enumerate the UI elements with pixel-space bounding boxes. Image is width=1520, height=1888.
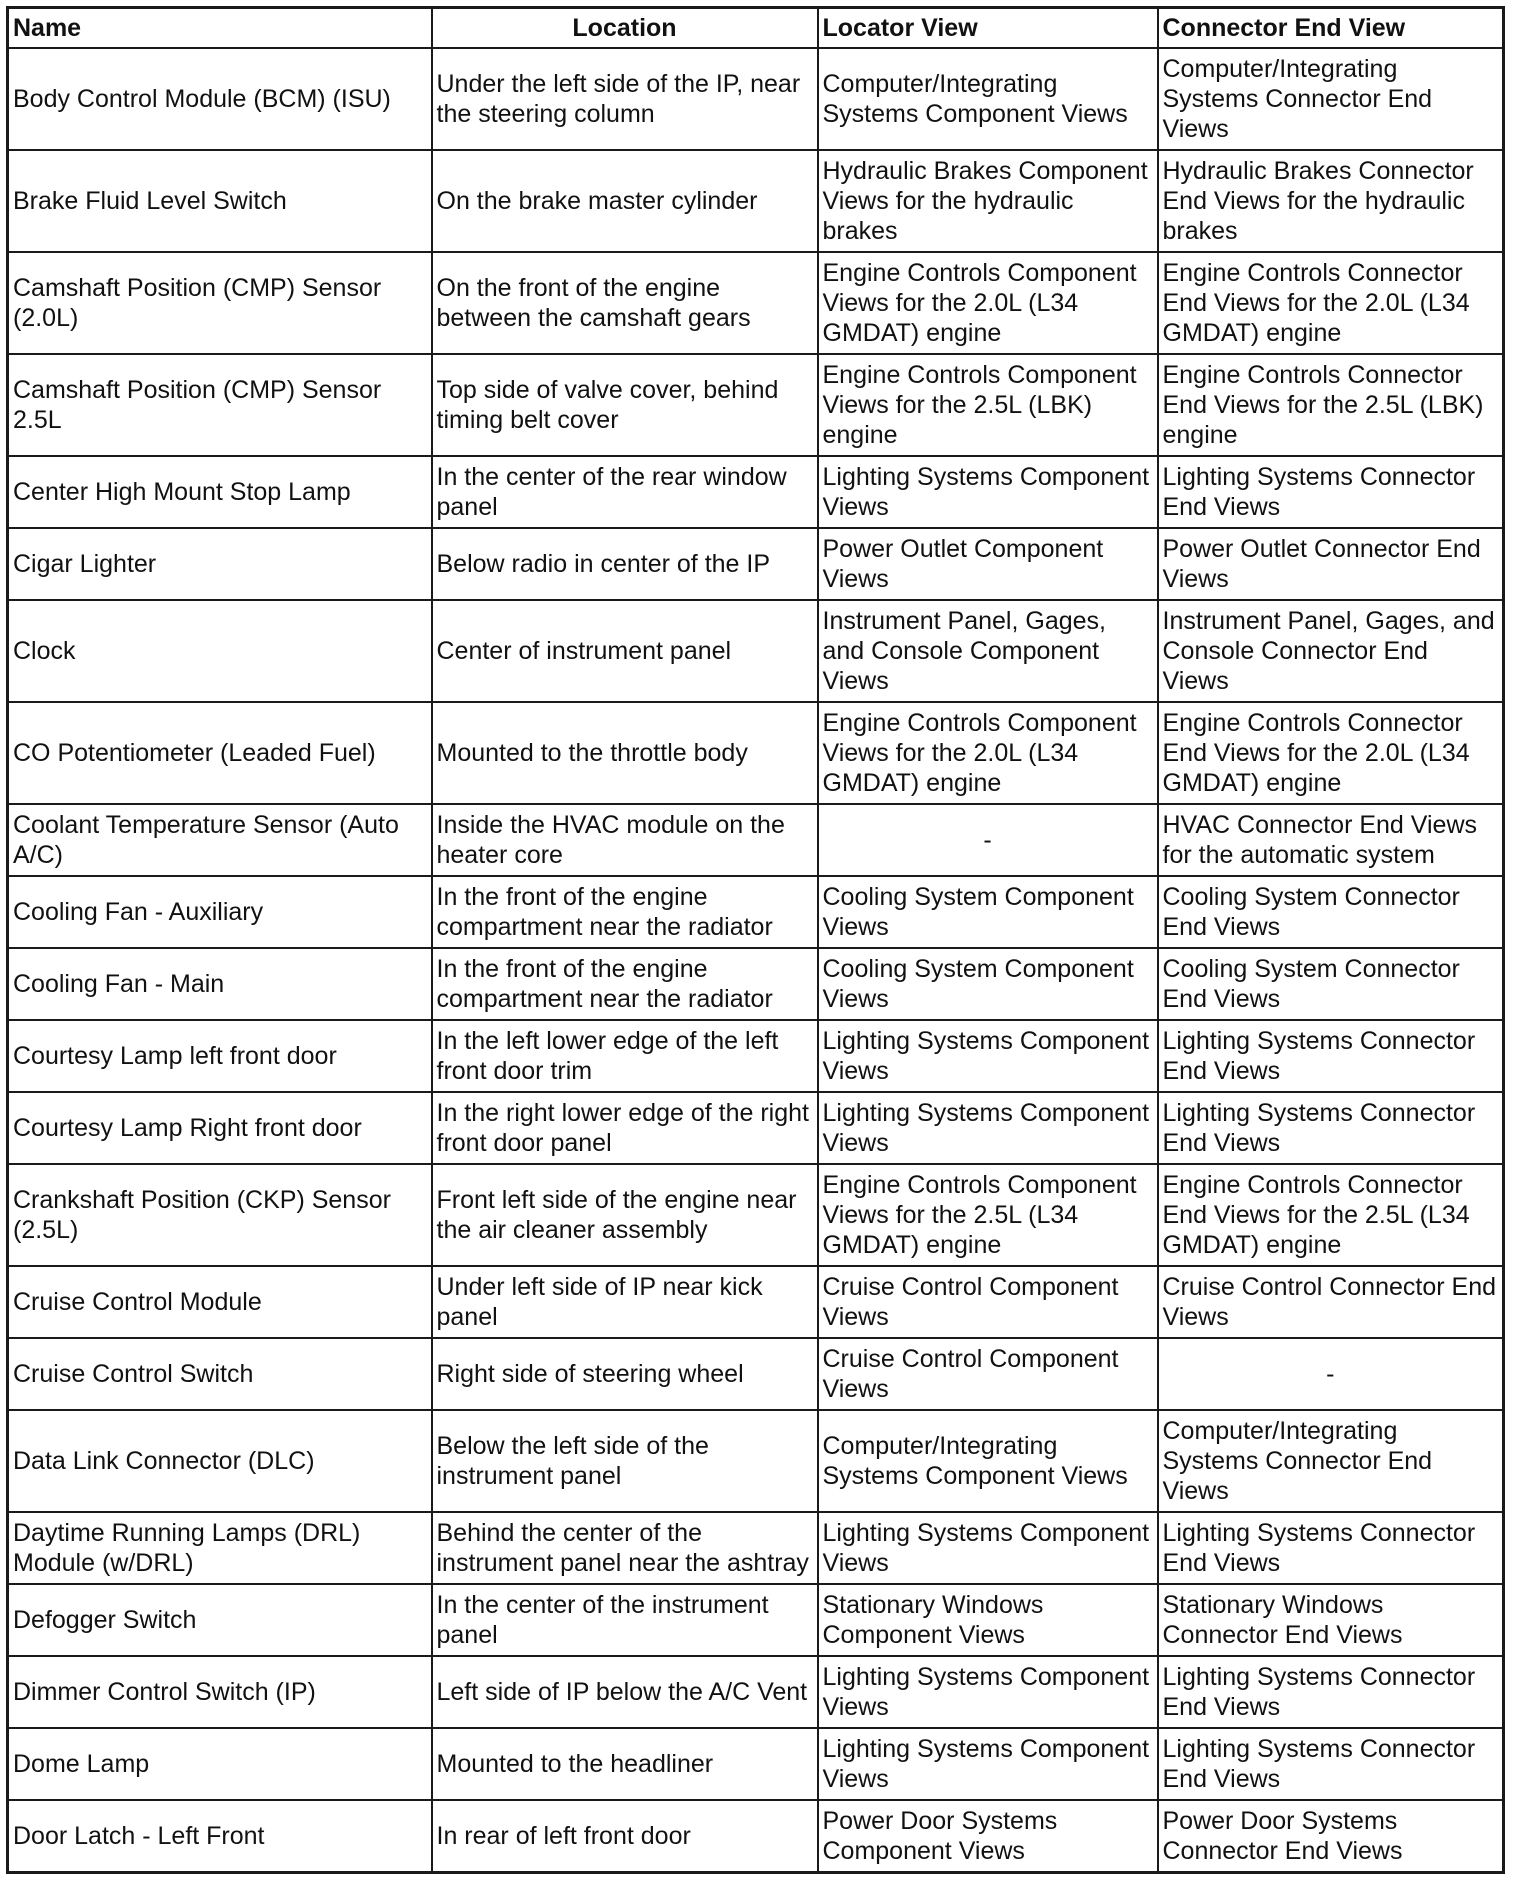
cell-locator-view: Lighting Systems Component Views	[818, 1092, 1158, 1164]
component-locator-table-container	[6, 6, 1502, 1874]
cell-locator-view: Power Outlet Component Views	[818, 528, 1158, 600]
cell-location: On the front of the engine between the camshaft gears	[432, 252, 818, 354]
cell-location: Left side of IP below the A/C Vent	[432, 1656, 818, 1728]
header-locator-view: Locator View	[818, 8, 1158, 49]
cell-connector-end-view: -	[1158, 1338, 1504, 1410]
cell-name: Daytime Running Lamps (DRL) Module (w/DRL)	[8, 1512, 432, 1584]
cell-name: Body Control Module (BCM) (ISU)	[8, 48, 432, 150]
cell-name: Cooling Fan - Main	[8, 948, 432, 1020]
table-row	[8, 1266, 1504, 1338]
cell-connector-end-view: Cooling System Connector End Views	[1158, 876, 1504, 948]
table-row	[8, 1092, 1504, 1164]
cell-name: Courtesy Lamp left front door	[8, 1020, 432, 1092]
cell-locator-view: Engine Controls Component Views for the 2.0L (L34 GMDAT) engine	[818, 702, 1158, 804]
cell-connector-end-view: Lighting Systems Connector End Views	[1158, 1020, 1504, 1092]
cell-name: Center High Mount Stop Lamp	[8, 456, 432, 528]
cell-locator-view: Engine Controls Component Views for the 2.5L (LBK) engine	[818, 354, 1158, 456]
table-row	[8, 948, 1504, 1020]
cell-connector-end-view: Power Door Systems Connector End Views	[1158, 1800, 1504, 1872]
cell-locator-view: Power Door Systems Component Views	[818, 1800, 1158, 1872]
cell-location: Below the left side of the instrument panel	[432, 1410, 818, 1512]
cell-locator-view: Cruise Control Component Views	[818, 1266, 1158, 1338]
table-row	[8, 876, 1504, 948]
table-row	[8, 1020, 1504, 1092]
table-row	[8, 1584, 1504, 1656]
cell-name: Defogger Switch	[8, 1584, 432, 1656]
cell-connector-end-view: Lighting Systems Connector End Views	[1158, 1656, 1504, 1728]
cell-connector-end-view: Instrument Panel, Gages, and Console Connector End Views	[1158, 600, 1504, 702]
table-row	[8, 1512, 1504, 1584]
cell-connector-end-view: Lighting Systems Connector End Views	[1158, 456, 1504, 528]
cell-location: Under the left side of the IP, near the steering column	[432, 48, 818, 150]
cell-locator-view: Engine Controls Component Views for the 2.5L (L34 GMDAT) engine	[818, 1164, 1158, 1266]
cell-name: Camshaft Position (CMP) Sensor 2.5L	[8, 354, 432, 456]
table-row	[8, 150, 1504, 252]
cell-location: Mounted to the throttle body	[432, 702, 818, 804]
table-row	[8, 354, 1504, 456]
cell-location: In the center of the instrument panel	[432, 1584, 818, 1656]
cell-connector-end-view: Cooling System Connector End Views	[1158, 948, 1504, 1020]
cell-locator-view: Lighting Systems Component Views	[818, 1020, 1158, 1092]
cell-location: In the right lower edge of the right front door panel	[432, 1092, 818, 1164]
cell-name: Dimmer Control Switch (IP)	[8, 1656, 432, 1728]
cell-name: Cigar Lighter	[8, 528, 432, 600]
table-row	[8, 1728, 1504, 1800]
cell-location: Right side of steering wheel	[432, 1338, 818, 1410]
cell-locator-view: Lighting Systems Component Views	[818, 1512, 1158, 1584]
table-row	[8, 1164, 1504, 1266]
cell-location: In the front of the engine compartment near the radiator	[432, 948, 818, 1020]
cell-name: Brake Fluid Level Switch	[8, 150, 432, 252]
cell-locator-view: Cooling System Component Views	[818, 876, 1158, 948]
header-connector-end-view: Connector End View	[1158, 8, 1504, 49]
cell-connector-end-view: Engine Controls Connector End Views for the 2.5L (LBK) engine	[1158, 354, 1504, 456]
cell-name: Cooling Fan - Auxiliary	[8, 876, 432, 948]
table-row	[8, 48, 1504, 150]
cell-location: Top side of valve cover, behind timing belt cover	[432, 354, 818, 456]
cell-locator-view: Engine Controls Component Views for the 2.0L (L34 GMDAT) engine	[818, 252, 1158, 354]
cell-location: Below radio in center of the IP	[432, 528, 818, 600]
table-row	[8, 1656, 1504, 1728]
table-row	[8, 252, 1504, 354]
cell-location: Center of instrument panel	[432, 600, 818, 702]
cell-locator-view: Cooling System Component Views	[818, 948, 1158, 1020]
cell-locator-view: Instrument Panel, Gages, and Console Component Views	[818, 600, 1158, 702]
cell-name: Door Latch - Left Front	[8, 1800, 432, 1872]
table-row	[8, 702, 1504, 804]
cell-location: In the center of the rear window panel	[432, 456, 818, 528]
cell-location: Inside the HVAC module on the heater core	[432, 804, 818, 876]
cell-connector-end-view: Engine Controls Connector End Views for the 2.0L (L34 GMDAT) engine	[1158, 252, 1504, 354]
cell-connector-end-view: Lighting Systems Connector End Views	[1158, 1092, 1504, 1164]
cell-locator-view: Computer/Integrating Systems Component Views	[818, 48, 1158, 150]
table-row	[8, 456, 1504, 528]
cell-connector-end-view: Hydraulic Brakes Connector End Views for the hydraulic brakes	[1158, 150, 1504, 252]
table-row	[8, 804, 1504, 876]
cell-name: Camshaft Position (CMP) Sensor (2.0L)	[8, 252, 432, 354]
table-row	[8, 528, 1504, 600]
cell-locator-view: Stationary Windows Component Views	[818, 1584, 1158, 1656]
cell-connector-end-view: HVAC Connector End Views for the automatic system	[1158, 804, 1504, 876]
cell-name: Coolant Temperature Sensor (Auto A/C)	[8, 804, 432, 876]
header-location: Location	[432, 8, 818, 49]
cell-connector-end-view: Lighting Systems Connector End Views	[1158, 1728, 1504, 1800]
cell-locator-view: Lighting Systems Component Views	[818, 456, 1158, 528]
component-locator-table	[6, 6, 1505, 1874]
cell-location: Behind the center of the instrument panel near the ashtray	[432, 1512, 818, 1584]
table-row	[8, 1410, 1504, 1512]
cell-locator-view: Computer/Integrating Systems Component Views	[818, 1410, 1158, 1512]
cell-location: On the brake master cylinder	[432, 150, 818, 252]
cell-name: Crankshaft Position (CKP) Sensor (2.5L)	[8, 1164, 432, 1266]
cell-location: In the front of the engine compartment near the radiator	[432, 876, 818, 948]
cell-location: In the left lower edge of the left front door trim	[432, 1020, 818, 1092]
cell-name: Dome Lamp	[8, 1728, 432, 1800]
cell-connector-end-view: Power Outlet Connector End Views	[1158, 528, 1504, 600]
cell-connector-end-view: Engine Controls Connector End Views for the 2.5L (L34 GMDAT) engine	[1158, 1164, 1504, 1266]
cell-location: Under left side of IP near kick panel	[432, 1266, 818, 1338]
cell-locator-view: Cruise Control Component Views	[818, 1338, 1158, 1410]
cell-locator-view: Lighting Systems Component Views	[818, 1728, 1158, 1800]
cell-name: Clock	[8, 600, 432, 702]
cell-name: Data Link Connector (DLC)	[8, 1410, 432, 1512]
cell-name: CO Potentiometer (Leaded Fuel)	[8, 702, 432, 804]
cell-connector-end-view: Engine Controls Connector End Views for the 2.0L (L34 GMDAT) engine	[1158, 702, 1504, 804]
header-name: Name	[8, 8, 432, 49]
cell-locator-view: Lighting Systems Component Views	[818, 1656, 1158, 1728]
cell-name: Cruise Control Switch	[8, 1338, 432, 1410]
cell-locator-view: -	[818, 804, 1158, 876]
cell-location: Mounted to the headliner	[432, 1728, 818, 1800]
cell-connector-end-view: Cruise Control Connector End Views	[1158, 1266, 1504, 1338]
cell-connector-end-view: Computer/Integrating Systems Connector End Views	[1158, 48, 1504, 150]
cell-connector-end-view: Computer/Integrating Systems Connector End Views	[1158, 1410, 1504, 1512]
table-row	[8, 1338, 1504, 1410]
cell-name: Courtesy Lamp Right front door	[8, 1092, 432, 1164]
table-row	[8, 1800, 1504, 1872]
table-header-row	[8, 8, 1504, 49]
cell-connector-end-view: Stationary Windows Connector End Views	[1158, 1584, 1504, 1656]
cell-location: Front left side of the engine near the air cleaner assembly	[432, 1164, 818, 1266]
cell-locator-view: Hydraulic Brakes Component Views for the hydraulic brakes	[818, 150, 1158, 252]
cell-connector-end-view: Lighting Systems Connector End Views	[1158, 1512, 1504, 1584]
table-row	[8, 600, 1504, 702]
cell-name: Cruise Control Module	[8, 1266, 432, 1338]
cell-location: In rear of left front door	[432, 1800, 818, 1872]
